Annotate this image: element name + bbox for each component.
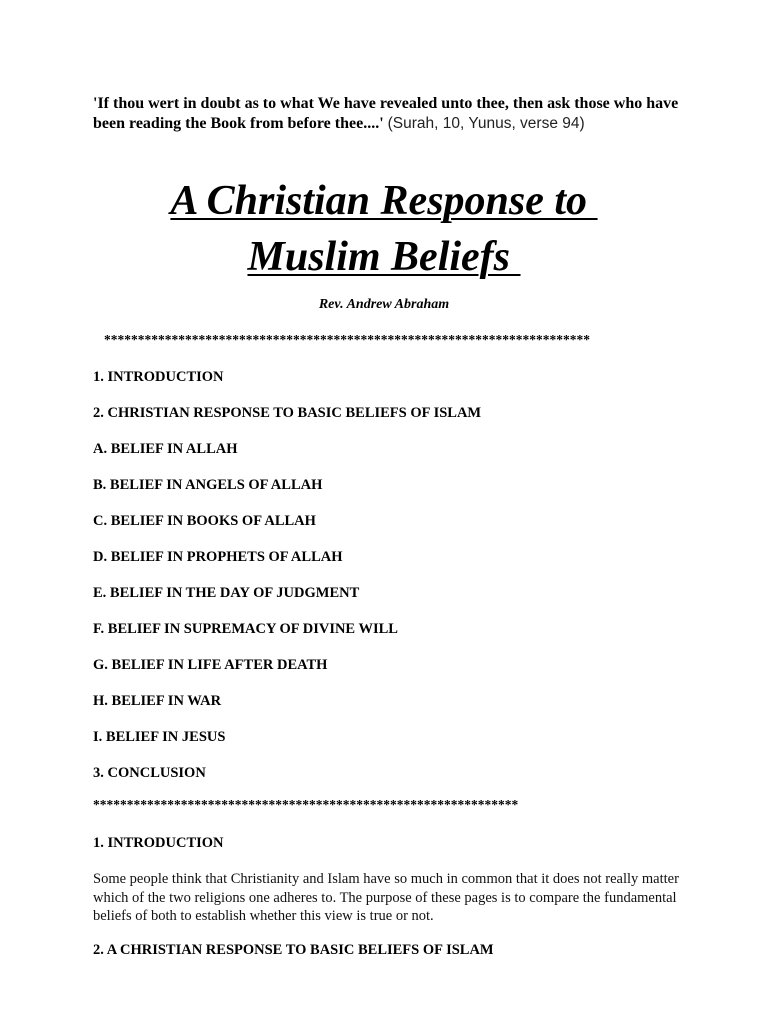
toc-item: E. BELIEF IN THE DAY OF JUDGMENT [93, 585, 360, 601]
toc-item: C. BELIEF IN BOOKS OF ALLAH [93, 513, 316, 529]
toc-item: H. BELIEF IN WAR [93, 693, 222, 709]
document-title [0, 173, 768, 285]
title-line-1: A Christian Response to [170, 178, 598, 224]
toc-item: A. BELIEF IN ALLAH [93, 441, 238, 457]
epigraph [93, 94, 683, 134]
author-byline: Rev. Andrew Abraham [318, 297, 450, 312]
epigraph-quote: 'If thou wert in doubt as to what We have revealed unto thee, then ask those who have been reading the Book from before thee....' [93, 95, 679, 132]
separator-top: ************************************************************************ [104, 332, 590, 347]
toc-item: D. BELIEF IN PROPHETS OF ALLAH [93, 549, 343, 565]
toc-item: 1. INTRODUCTION [93, 369, 224, 385]
basic-beliefs-heading: 2. A CHRISTIAN RESPONSE TO BASIC BELIEFS OF ISLAM [93, 942, 494, 958]
toc-item: G. BELIEF IN LIFE AFTER DEATH [93, 657, 328, 673]
toc-item: I. BELIEF IN JESUS [93, 729, 226, 745]
toc-item: F. BELIEF IN SUPREMACY OF DIVINE WILL [93, 621, 398, 637]
toc-item: 2. CHRISTIAN RESPONSE TO BASIC BELIEFS OF ISLAM [93, 405, 482, 421]
introduction-heading: 1. INTRODUCTION [93, 835, 224, 851]
toc-item: 3. CONCLUSION [93, 765, 206, 781]
separator-bottom: *************************************************************** [93, 797, 519, 812]
epigraph-reference: (Surah, 10, Yunus, verse 94) [387, 115, 585, 132]
title-line-2: Muslim Beliefs [247, 234, 521, 280]
introduction-paragraph: Some people think that Christianity and Islam have so much in common that it does not really matter which of the two religions one adheres to. The purpose of these pages is to compare the fundamental beliefs of both to establish whether this view is true or not. [93, 871, 679, 924]
table-of-contents [93, 366, 481, 798]
toc-item: B. BELIEF IN ANGELS OF ALLAH [93, 477, 323, 493]
